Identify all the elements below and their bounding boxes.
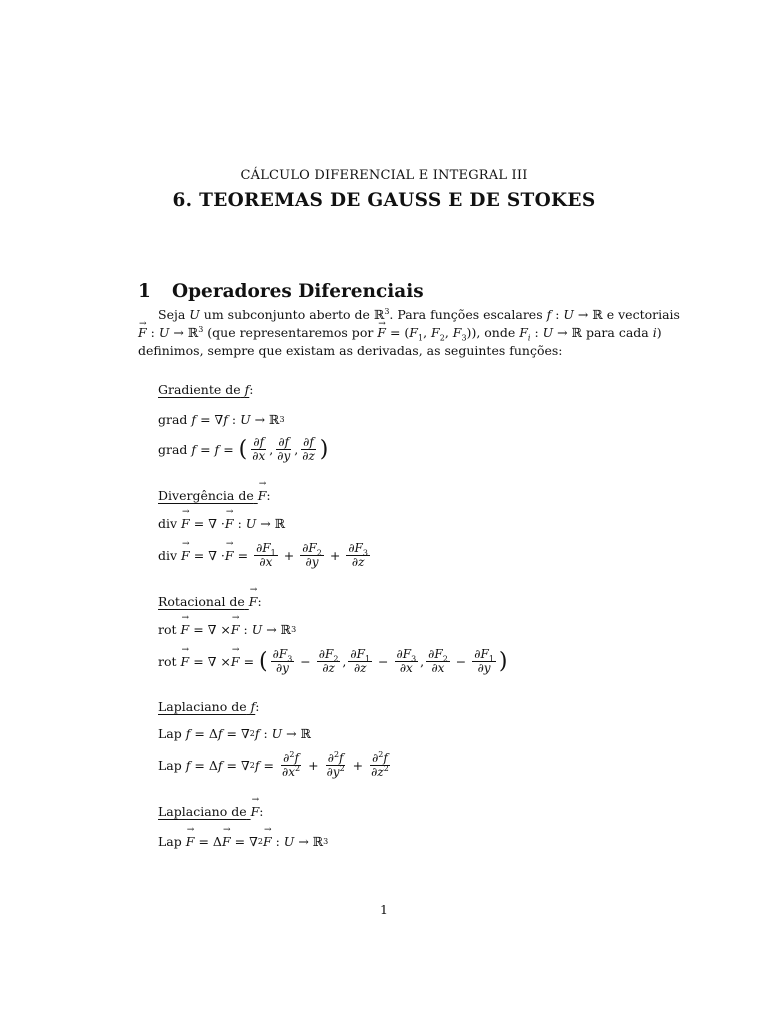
rotational-definition: rot → F = ∇ × → F : U → ℝ 3 [158,622,296,637]
document-title: 6. TEOREMAS DE GAUSS E DE STOKES [172,190,596,211]
gradient-definition: grad f = ∇ f : U → ℝ 3 [158,412,285,427]
vector-laplacian-definition: Lap → F = Δ → F = ∇ 2 → F : U → ℝ 3 [158,834,328,849]
laplacian-definition: Lap f = Δ f = ∇ 2 f : U → ℝ [158,726,312,741]
rotational-formula: rot → F = ∇ × → F = ( $\frac{\partial F_3}{\partial y}$ − $\frac{\partial F_2}{\partial z}$ , $\frac{\partial F_1}{\partial z}$ − $\frac{\partial F_3}{\partial x}$ , $\frac{\partial F_2}{\partial x}$ − $\frac{\partial F_1}{\partial y}$ ) [158,648,509,675]
intro-line-1: Seja U um subconjunto aberto de ℝ$^3$. Para funções escalares f : U → ℝ e vectoriais [158,306,680,322]
intro-line-3: definimos, sempre que existam as derivadas, as seguintes funções: [138,343,563,358]
gradient-formula: grad f = f = ( $\frac{\partial f}{\partial x}$ , $\frac{\partial f}{\partial y}$ , $\frac{\partial f}{\partial z}$ ) [158,435,329,463]
page-number: 1 [380,902,388,917]
divergence-heading: Divergência de → F: [158,488,271,503]
laplacian-formula: Lap f = Δ f = ∇ 2 f = $\frac{\partial^2f}{\partial x^2}$ + $\frac{\partial^2f}{\partial y^2}$ + $\frac{\partial^2f}{\partial z^2}$ [158,750,389,779]
rotational-heading: Rotacional de → F: [158,594,262,609]
gradient-heading: Gradiente de f: [158,382,254,397]
section-number: 1 [138,281,151,302]
intro-paragraph [138,306,680,360]
divergence-formula: div → F = ∇ · → F = $\frac{\partial F_1}{\partial x}$ + $\frac{\partial F_2}{\partial y}$ + $\frac{\partial F_3}{\partial z}$ [158,542,372,569]
intro-line-2: → F : U → ℝ$^3$ (que representaremos por → $F = (F_1$, $F_2$, $F_3$)), onde $F_i$ : U → ℝ para cada i) [138,324,634,342]
section-title: Operadores Diferenciais [172,281,424,302]
divergence-definition: div → F = ∇ · → F : U → ℝ [158,516,285,531]
laplacian-heading: Laplaciano de f: [158,699,260,714]
vector-laplacian-heading: Laplaciano de → F: [158,804,264,819]
course-title: CÁLCULO DIFERENCIAL E INTEGRAL III [240,168,528,183]
